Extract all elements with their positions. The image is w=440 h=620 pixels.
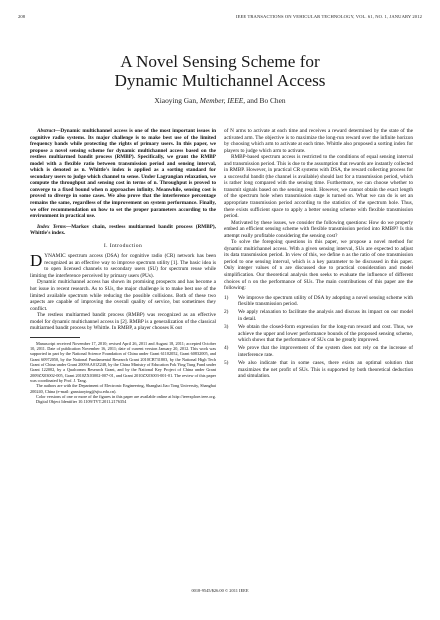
page-number: 208 (18, 14, 26, 19)
contribution-number: 4) (224, 345, 229, 352)
left-column (30, 128, 216, 404)
intro-paragraph-2: Dynamic multichannel access has shown its promising prospects and has become a hot issue in recent research. As to SUs, the major challenge is to make best use of the limited available spectrum while reducing the possible collisions. Both of these two aspects are capable of improving the overall quality of service, but sometimes they conflict. (30, 279, 216, 312)
footnote-manuscript: Manuscript received November 17, 2010; revised April 26, 2011 and August 18, 2011; accepted October 10, 2011. Date of publication November 16, 2011; date of current version January 20, 2012. This work was supported in part by the National Science Foundation of China under Grant 61102052, Grant 60832005, and Grant 60972050, by the National Fundamental Research Grant 2010CB731803, by the National High Tech Grant of China under Grant 2009AA01Z248, by the China Ministry of Education Fok Ying Tung Fund under Grant 122002, by a Qualcomm Research Grant, and by the National Key Project of China under Grant 2009ZX03002-005, Grant 2010ZX03002-007-01, and Grant 2010ZX03003-001-01. The review of this paper was coordinated by Prof. J. Tang. (30, 340, 216, 383)
abstract (30, 128, 216, 220)
contribution-text: We prove that the improvement of the system does not rely on the increase of interference rate. (238, 345, 413, 358)
contribution-item (224, 324, 413, 344)
right-paragraph-2: RMBP-based spectrum access is restricted to the conditions of equal sensing interval and transmission period. This is due to the assumption that rewards are instantly collected in RMBP. However, in practical CR systems with DSA, the reward collecting process for a successful bandit (the channel is available) should last for a transmission period, which is rather long compared with the sensing time. Furthermore, we can choose whether to transmit signals based on the sensing result. However, we cannot obtain the exact length of the spectrum hole when transmission stage is turned on. What we can do is set an appropriate transmission period according to the statistics of the spectrum hole. Thus, there exists sufficient space to apply a better sensing scheme with flexible transmission period. (224, 154, 413, 220)
footnote-affiliation: The authors are with the Department of Electronic Engineering, Shanghai Jiao Tong University, Shanghai 200240, China (e-mail: ganxiaoying@sjtu.edu.cn). (30, 383, 216, 394)
contribution-item (224, 309, 413, 322)
running-header (18, 14, 422, 24)
intro-paragraph-3: The restless multiarmed bandit process (RMBP) was recognized as an effective model for dynamic multichannel access in [2]. RMBP is a generalization of the classical multiarmed bandit process by Whittle. In RMBP, a player chooses K out (30, 312, 216, 332)
contribution-text: We also indicate that in some cases, there exists an optimal solution that maximizes the net profit of SUs. This is supported by both theoretical deduction and simulation. (238, 359, 413, 380)
contribution-item (224, 360, 413, 380)
section-heading-introduction: I. Introduction (103, 242, 143, 249)
index-terms-text: —Markov chain, restless multiarmed bandit process (RMBP), Whittle's index. (30, 223, 216, 237)
right-column (224, 128, 413, 381)
contribution-number: 5) (224, 359, 229, 366)
footnote-doi: Digital Object Identifier 10.1109/TVT.2011.2176354 (36, 399, 127, 405)
paper-title (0, 52, 440, 90)
contribution-text: We apply relaxation to facilitate the analysis and discuss its impact on our model in detail. (238, 309, 413, 322)
contribution-text: We obtain the closed-form expression for the long-run reward and cost. Thus, we achieve the upper and lower performance bounds of the proposed sensing scheme, which shows that the performance of SUs can be greatly improved. (238, 324, 413, 344)
title-line-1: A Novel Sensing Scheme for (120, 52, 320, 71)
contributions-list (224, 295, 413, 380)
drop-cap: D (30, 251, 43, 271)
contribution-number: 1) (224, 294, 229, 301)
index-terms (30, 224, 216, 237)
right-paragraph-4: To solve the foregoing questions in this paper, we propose a novel method for dynamic multichannel access. With a given sensing interval, SUs are expected to adjust its data transmission period. In view of this, we define n as the ratio of one transmission period to one sensing interval, which is a key parameter to be discussed in this paper. Only integer values of n are discussed due to practical consideration and model simplification. Our theoretical analysis then seeks to evaluate the influence of different choices of n on the performance of SUs. The main contributions of this paper are the following: (224, 239, 413, 292)
intro-paragraph-1 (30, 253, 216, 279)
journal-name: IEEE TRANSACTIONS ON VEHICULAR TECHNOLOGY, VOL. 61, NO. 1, JANUARY 2012 (235, 14, 422, 19)
intro-paragraph-1-text: YNAMIC spectrum access (DSA) for cognitive radio (CR) network has been recognized as an effective way to improve spectrum utility [1]. The basic idea is to open licensed channels to secondary users (SU) for spectrum reuse while limiting the interference perceived by primary users (PUs). (30, 253, 216, 279)
contribution-text: We improve the spectrum utility of DSA by adopting a novel sensing scheme with flexible transmission period. (238, 294, 413, 308)
right-paragraph-1: of N arms to activate at each time and receives a reward determined by the state of the activated arm. The objective is to maximize the long-run reward over the infinite horizon by choosing which arm to activate at each time. Whittle also proposed a sorting index for players to judge which arm to activate. (224, 128, 413, 154)
abstract-label: Abstract (37, 128, 56, 134)
contribution-number: 3) (224, 324, 229, 331)
title-line-2: Dynamic Multichannel Access (114, 71, 326, 90)
footnote-rule (30, 337, 80, 338)
contribution-item (224, 295, 413, 308)
footnote-color: Color versions of one or more of the figures in this paper are available online at http://ieeexplore.ieee.org. (36, 393, 216, 399)
abstract-text: —Dynamic multichannel access is one of the most important issues in cognitive radio systems. Its major challenge is to make best use of the limited frequency bands while protecting the rights of primary users. In this paper, we propose a novel sensing scheme for dynamic multichannel access based on the restless multiarmed bandit process (RMBP). Specifically, we grant the RMBP model with a flexible ratio between transmission period and sensing interval, which is denoted as n. Whittle's index is applied as a sorting standard for secondary users to judge which channel to sense. Under Lagrangian relaxation, we compute the throughput and sensing cost in terms of n. Throughput is proved to converge to a fixed bound when n approaches infinity. Meanwhile, sensing cost is proved to diverge in some cases. We also prove that the interference percentage remains the same, regardless of the improvement on system performance. Finally, we offer recommendation on how to set the proper parameters according to the environment in practical use. (30, 128, 216, 220)
index-terms-label: Index Terms (37, 223, 66, 230)
author-line (0, 96, 440, 105)
author-membership: Member, IEEE (199, 96, 244, 105)
right-paragraph-3: Motivated by these issues, we consider the following questions: How do we properly embed an efficient sensing scheme with flexible transmission period into RMBP? Is this attempt really profitable considering the sensing cost? (224, 219, 413, 239)
contribution-item (224, 345, 413, 358)
author-names-a: Xiaoying Gan, (154, 96, 200, 105)
contribution-number: 2) (224, 309, 229, 316)
author-names-b: , and Bo Chen (243, 96, 286, 105)
copyright-footer: 0018-9545/$26.00 © 2011 IEEE (191, 588, 249, 593)
